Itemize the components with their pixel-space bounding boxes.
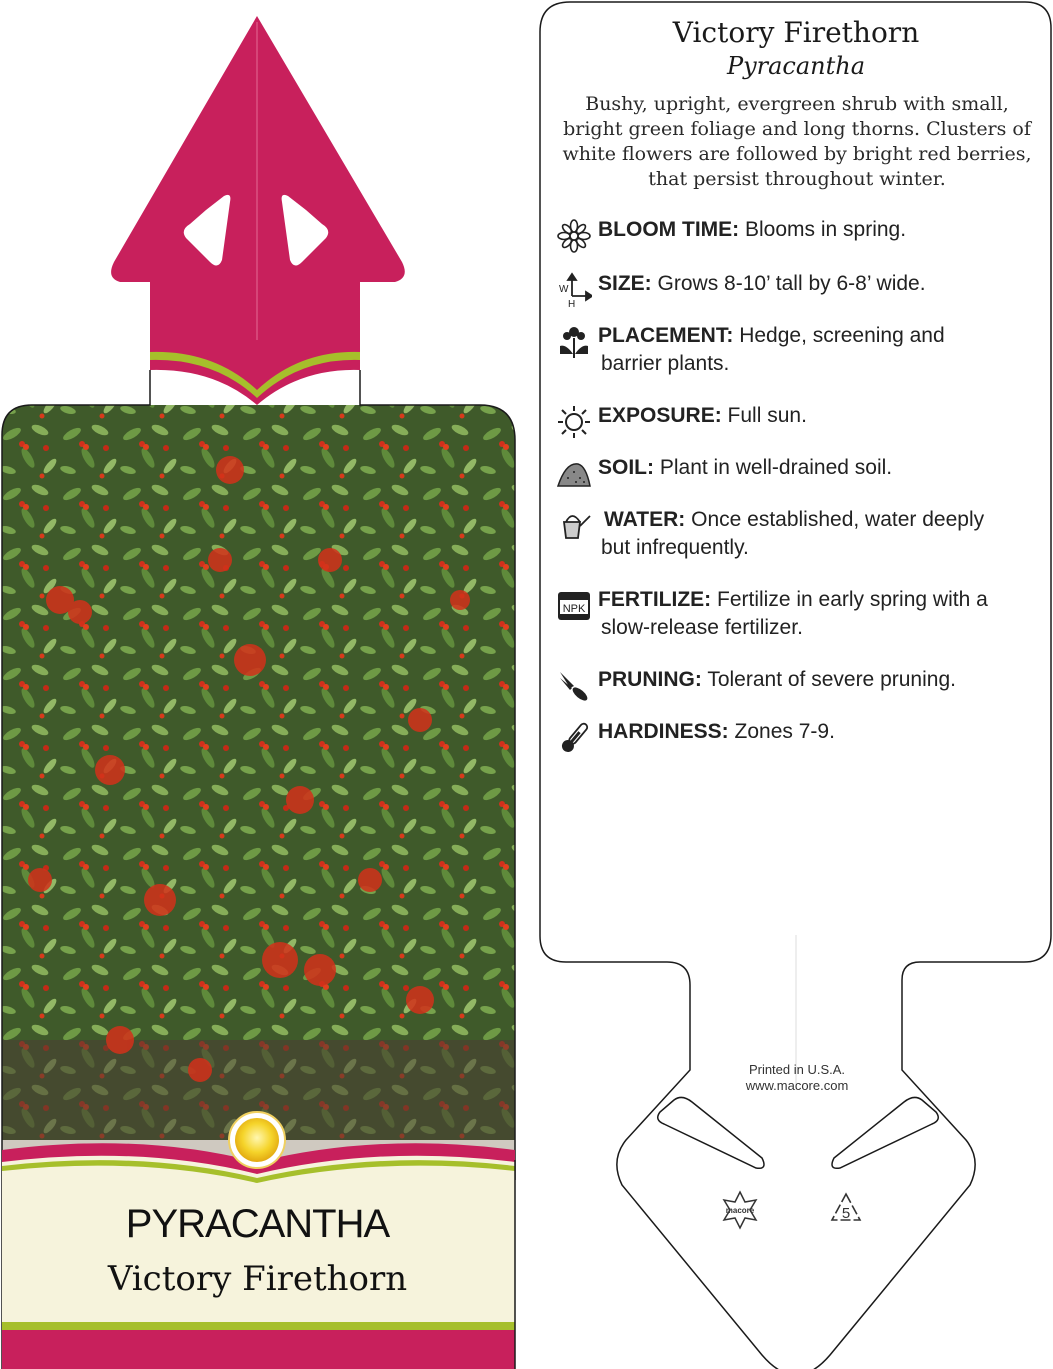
botanical-name: Pyracantha xyxy=(726,52,866,80)
attr-exposure: EXPOSURE: Full sun. xyxy=(556,402,1036,442)
attr-placement: PLACEMENT: Hedge, screening and barrier plants. xyxy=(556,322,1036,382)
size-arrows-icon xyxy=(556,272,592,308)
thermometer-icon xyxy=(556,720,592,756)
placement-plants-icon xyxy=(556,324,592,360)
plant-title: Victory Firethorn xyxy=(672,16,920,49)
attr-pruning: PRUNING: Tolerant of severe pruning. xyxy=(556,666,1036,706)
svg-text:macore: macore xyxy=(725,1206,755,1215)
attr-size: W H SIZE: Grows 8-10’ tall by 6-8’ wide. xyxy=(556,270,1036,310)
front-plant-name: PYRACANTHA xyxy=(125,1202,390,1246)
attr-water: WATER: Once established, water deeply but infrequently. xyxy=(556,506,1036,566)
printed-in-text: Printed in U.S.A. xyxy=(748,1062,846,1077)
attr-bloom-time: BLOOM TIME: Blooms in spring. xyxy=(556,216,1036,256)
svg-text:5: 5 xyxy=(841,1205,851,1222)
plant-description: Bushy, upright, evergreen shrub with small, bright green foliage and long thorns. Clusters of white flowers are followed by bright red berries, that persist throughout winter. xyxy=(562,93,1032,190)
front-common-name: Victory Firethorn xyxy=(107,1259,408,1299)
attr-fertilize: NPK FERTILIZE: Fertilize in early spring with a slow-release fertilizer. xyxy=(556,586,1036,646)
soil-mound-icon xyxy=(556,456,592,492)
svg-text:H: H xyxy=(568,299,576,308)
watering-can-icon xyxy=(556,508,592,544)
svg-text:W: W xyxy=(559,284,569,295)
attr-hardiness: HARDINESS: Zones 7-9. xyxy=(556,718,1036,758)
attr-soil: SOIL: Plant in well-drained soil. xyxy=(556,454,1036,494)
svg-text:NPK: NPK xyxy=(562,603,586,615)
flower-icon xyxy=(556,218,592,254)
npk-fertilizer-icon xyxy=(556,588,592,624)
website-text: www.macore.com xyxy=(745,1078,849,1093)
printed-info xyxy=(690,1062,904,1094)
pruners-icon xyxy=(556,668,592,704)
sun-icon xyxy=(556,404,592,440)
